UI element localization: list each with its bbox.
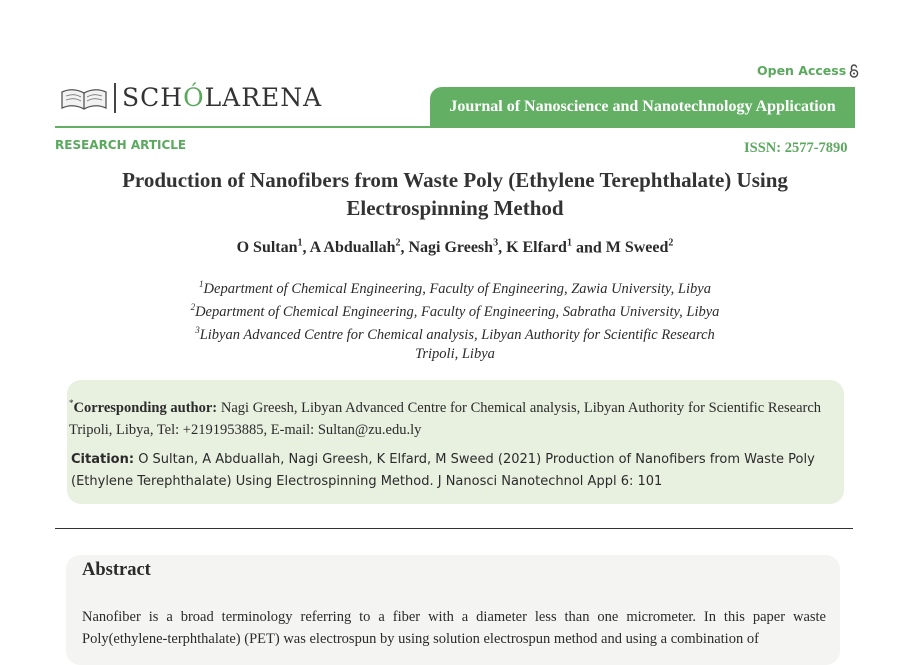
paper-title xyxy=(80,166,830,222)
author-affiliation-mark: 1 xyxy=(566,238,572,249)
title-line-2: Electrospinning Method xyxy=(346,196,564,220)
author-affiliation-mark: 1 xyxy=(297,238,303,249)
author-name: M Sweed xyxy=(605,239,669,257)
publisher-logo xyxy=(60,83,322,113)
author-affiliation-mark: 2 xyxy=(668,238,674,249)
author-list xyxy=(80,238,830,257)
open-lock-icon xyxy=(849,64,859,78)
logo-wordmark xyxy=(114,83,322,113)
citation xyxy=(71,449,823,493)
author xyxy=(237,239,303,256)
citation-text: O Sultan, A Abduallah, Nagi Greesh, K Elfard, M Sweed (2021) Production of Nanofibers from Waste Poly (Ethylene Terephthalate) Using Electrospinning Method. J Nanosci Nanotechnol Appl 6: 101 xyxy=(71,452,815,489)
open-book-icon xyxy=(60,84,108,112)
journal-name-banner: Journal of Nanoscience and Nanotechnology Application xyxy=(430,87,855,127)
logo-suffix: LARENA xyxy=(204,83,323,112)
citation-label: Citation: xyxy=(71,452,135,467)
author xyxy=(408,239,498,256)
corresponding-author-label: Corresponding author: xyxy=(73,399,218,416)
header-divider xyxy=(55,126,855,128)
abstract-heading: Abstract xyxy=(82,560,151,580)
author-separator: and xyxy=(571,239,606,257)
author-separator: , xyxy=(302,239,310,257)
author-separator: , xyxy=(498,239,507,257)
affiliation xyxy=(80,321,830,364)
section-divider xyxy=(55,528,853,529)
abstract-text: Nanofiber is a broad terminology referring to a fiber with a diameter less than one micrometer. In this paper waste Poly(ethylene-terphthalate) (PET) was electrospun by using solution electrospun method and using a combination of xyxy=(82,609,826,647)
affiliation-text: Libyan Advanced Centre for Chemical analysis, Libyan Authority for Scientific Research xyxy=(199,326,715,343)
affiliation xyxy=(80,275,830,299)
title-line-1: Production of Nanofibers from Waste Poly (Ethylene Terephthalate) Using xyxy=(122,168,788,192)
affiliation-text: Department of Chemical Engineering, Faculty of Engineering, Zawia University, Libya xyxy=(203,280,711,297)
affiliation-number: 1 xyxy=(199,279,204,289)
open-access-text: Open Access xyxy=(757,63,847,78)
corresponding-author-text: Nagi Greesh, Libyan Advanced Centre for Chemical analysis, Libyan Authority for Scientific Research Tripoli, Libya, Tel: +2191953885, E-mail: Sultan@zu.edu.ly xyxy=(69,399,822,438)
affiliation-number: 3 xyxy=(195,325,200,335)
author-separator: , xyxy=(400,239,409,257)
author-name: O Sultan xyxy=(236,239,298,257)
corresponding-mark: * xyxy=(69,398,74,408)
logo-prefix: SCH xyxy=(122,83,184,112)
issn-label: ISSN: 2577-7890 xyxy=(744,140,848,156)
author-affiliation-mark: 2 xyxy=(395,238,401,249)
affiliation-text-continued: Tripoli, Libya xyxy=(415,345,495,362)
author xyxy=(310,239,401,256)
corresponding-author xyxy=(69,392,821,441)
author-affiliation-mark: 3 xyxy=(493,238,499,249)
affiliation xyxy=(80,298,830,322)
author xyxy=(506,239,572,256)
article-type: RESEARCH ARTICLE xyxy=(55,138,187,152)
affiliation-text: Department of Chemical Engineering, Faculty of Engineering, Sabratha University, Libya xyxy=(195,303,720,320)
logo-accent-letter: Ó xyxy=(183,83,205,112)
author xyxy=(606,239,674,256)
open-access-label xyxy=(757,63,859,78)
affiliation-number: 2 xyxy=(190,302,196,312)
author-name: Nagi Greesh xyxy=(408,239,494,257)
author-name: K Elfard xyxy=(506,239,567,257)
author-name: A Abduallah xyxy=(309,239,396,257)
